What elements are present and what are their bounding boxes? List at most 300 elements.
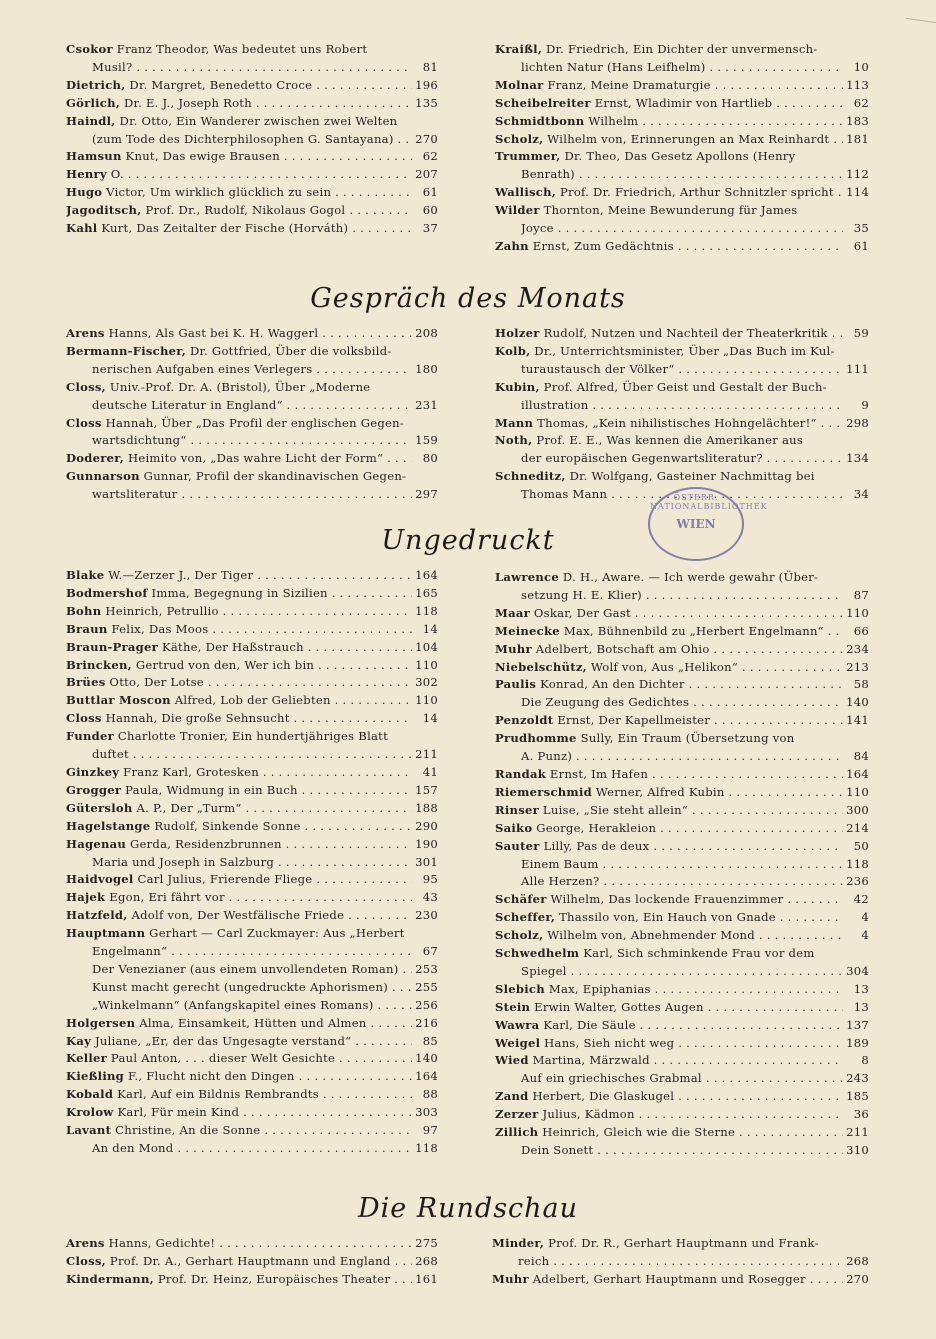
entry-title: Prof. E. E., Was kennen die Amerikaner aus (532, 433, 804, 448)
index-entry (495, 1035, 869, 1053)
entry-title: Prof. Dr. Friedrich, Arthur Schnitzler spricht (556, 185, 834, 200)
author-name: Closs, (66, 1253, 106, 1268)
entry-title: Wilhelm von, Abnehmender Mond (543, 928, 755, 943)
page-number: 234 (846, 641, 869, 656)
author-name: Blake (66, 568, 105, 582)
page-number: 41 (422, 764, 438, 779)
page-number: 67 (422, 944, 438, 959)
author-name: Kobald (66, 1087, 114, 1102)
entry-title: Werner, Alfred Kubin (591, 784, 725, 799)
page-number: 253 (415, 961, 438, 976)
author-name: Schwedhelm (495, 946, 580, 961)
index-entry (495, 1052, 869, 1070)
entry-title: Adelbert, Gerhart Hauptmann und Rosegger (528, 1271, 806, 1286)
index-entry (495, 730, 869, 766)
index-entry (66, 468, 438, 504)
index-entry (66, 818, 438, 836)
author-name: Doderer, (66, 451, 125, 466)
author-name: Hugo (66, 185, 103, 200)
page-number: 34 (853, 487, 869, 502)
index-entry (495, 1124, 869, 1142)
index-entry (66, 202, 438, 220)
page-number: 80 (422, 451, 438, 466)
section-title-ungedruckt: Ungedruckt (381, 525, 555, 556)
page-number: 231 (415, 397, 438, 412)
author-name: Brües (66, 675, 106, 690)
page-number: 61 (422, 185, 438, 200)
entry-title: Dr. Gottfried, Über die volksbild- (186, 343, 392, 358)
author-name: Holzer (495, 326, 540, 340)
page-number: 290 (415, 818, 438, 833)
page-number: 268 (415, 1253, 438, 1268)
index-entry (495, 131, 869, 149)
author-name: Wawra (495, 1017, 540, 1032)
index-entry (66, 800, 438, 818)
page-number: 300 (846, 802, 869, 817)
index-entry (66, 1104, 438, 1122)
entry-title: Wilhelm von, Erinnerungen an Max Reinhardt (543, 131, 830, 146)
entry-title: Hans, Sieh nicht weg (540, 1035, 675, 1050)
index-entry (66, 639, 438, 657)
entry-title-continued: wartsliteratur . . . (92, 486, 412, 504)
index-entry (66, 166, 438, 184)
author-name: Buttlar Moscon (66, 693, 171, 708)
entry-title: Knut, Das ewige Brausen (121, 149, 280, 164)
author-name: Arens (66, 1236, 105, 1250)
index-entry (66, 674, 438, 692)
author-name: Kolb, (495, 343, 531, 358)
section-title-gespraech: Gespräch des Monats (310, 283, 626, 314)
entry-title: Rudolf, Sinkende Sonne (150, 818, 301, 833)
page-number: 140 (846, 695, 869, 710)
author-name: Maar (495, 605, 530, 620)
entry-title: Dr., Unterrichtsminister, Über „Das Buch im Kul- (530, 343, 835, 358)
page-number: 4 (861, 910, 869, 925)
entry-title: Wolf von, Aus „Helikon“ (586, 659, 739, 674)
entry-title: Gerda, Residenzbrunnen (126, 836, 282, 851)
page-number: 230 (415, 908, 438, 923)
index-entry (495, 238, 869, 256)
entry-title: An den Mond (92, 1141, 174, 1155)
page-number: 270 (415, 131, 438, 146)
entry-title-continued: Benrath) . . . (521, 166, 843, 184)
author-name: Scholz, (495, 928, 544, 943)
index-entry (66, 77, 438, 95)
author-name: Paulis (495, 677, 537, 692)
entry-title-continued: A. Punz) . . . (521, 748, 843, 766)
index-entry (495, 1070, 869, 1088)
index-entry (495, 820, 869, 838)
index-entry (495, 856, 869, 874)
index-entry (66, 1050, 438, 1068)
entry-title: Dr. Otto, Ein Wanderer zwischen zwei Welten (115, 113, 398, 128)
index-entry (495, 641, 869, 659)
index-entry (495, 945, 869, 981)
entry-title: Prof. Dr. A., Gerhart Hauptmann und England (105, 1253, 391, 1268)
page-number: 50 (853, 838, 869, 853)
index-entry (66, 113, 438, 149)
entry-title: Auf ein griechisches Grabmal (521, 1071, 702, 1086)
index-entry (66, 1140, 438, 1158)
section-rundschau-right-column (492, 1235, 869, 1289)
page-number: 243 (846, 1071, 869, 1086)
page-number: 81 (422, 59, 438, 74)
entry-title: Heimito von, „Das wahre Licht der Form“ (124, 451, 384, 466)
index-entry (66, 220, 438, 238)
page-number: 62 (853, 95, 869, 110)
index-entry (495, 415, 869, 433)
author-name: Arens (66, 326, 105, 340)
entry-title: Kunst macht gerecht (ungedruckte Aphorismen) (92, 979, 389, 994)
entry-title: Karl, Für mein Kind (113, 1105, 240, 1120)
entry-title: Hanns, Gedichte! (104, 1236, 216, 1250)
author-name: Hauptmann (66, 926, 146, 941)
entry-title-continued: lichten Natur (Hans Leifhelm) . . . (521, 59, 843, 77)
index-entry (495, 113, 869, 131)
page-number: 13 (853, 981, 869, 996)
index-entry (66, 1271, 438, 1289)
index-entry (495, 873, 869, 891)
section-ungedruckt-left-column (66, 567, 438, 1158)
author-name: Niebelschütz, (495, 659, 587, 674)
author-name: Molnar (495, 77, 544, 92)
index-entry (495, 981, 869, 999)
index-entry (495, 676, 869, 694)
author-name: Schäfer (495, 892, 547, 907)
entry-title: Hannah, Die große Sehnsucht (101, 711, 290, 726)
entry-title: Einem Baum (521, 856, 599, 871)
author-name: Trummer, (495, 149, 561, 164)
index-entry (66, 764, 438, 782)
entry-title: Dr. E. J., Joseph Roth (120, 95, 252, 110)
index-entry (495, 148, 869, 184)
index-entry (495, 432, 869, 468)
author-name: Haidvogel (66, 872, 134, 887)
entry-title: Prof. Dr., Rudolf, Nikolaus Gogol (141, 203, 346, 218)
page-number: 60 (422, 203, 438, 218)
author-name: Bodmershof (66, 585, 148, 600)
page-number: 213 (846, 659, 869, 674)
page-number: 42 (853, 892, 869, 907)
author-name: Zand (495, 1089, 529, 1104)
author-name: Muhr (492, 1271, 529, 1286)
author-name: Zerzer (495, 1107, 539, 1122)
index-entry (66, 450, 438, 468)
stamp-ring-text: ÖSTERR. NATIONALBIBLIOTHEK (650, 493, 768, 511)
author-name: Hagenau (66, 836, 127, 851)
author-name: Stein (495, 999, 531, 1014)
page-number: 13 (853, 999, 869, 1014)
page-number: 141 (846, 713, 869, 728)
entry-title-continued: wartsdichtung“ . . . (92, 432, 412, 450)
page-number: 59 (853, 326, 869, 340)
entry-title-continued: Spiegel . . . (521, 963, 843, 981)
section-rundschau-left-column (66, 1235, 438, 1289)
entry-title: Dr. Friedrich, Ein Dichter der unvermensch- (542, 42, 818, 56)
entry-title: Paula, Widmung in ein Buch (121, 782, 298, 797)
entry-title-continued: deutsche Literatur in England“ . . . (92, 397, 412, 415)
author-name: Prudhomme (495, 731, 577, 746)
page-number: 275 (415, 1236, 438, 1250)
page-number: 164 (415, 568, 438, 582)
author-name: Funder (66, 729, 114, 744)
index-entry (66, 657, 438, 675)
index-entry (66, 1235, 438, 1253)
index-entry (66, 184, 438, 202)
page-number: 214 (846, 820, 869, 835)
entry-title: Maria und Joseph in Salzburg (92, 854, 275, 869)
page-number: 58 (853, 677, 869, 692)
author-name: Mann (495, 415, 534, 430)
page-number: 84 (853, 749, 869, 764)
section-authors-right-column (495, 41, 869, 256)
entry-title: Thornton, Meine Bewunderung für James (539, 203, 798, 218)
entry-title: Imma, Begegnung in Sizilien (147, 585, 328, 600)
entry-title: Dr. Wolfgang, Gasteiner Nachmittag bei (565, 469, 815, 484)
page-number: 301 (415, 854, 438, 869)
entry-title: Thassilo von, Ein Hauch von Gnade (555, 910, 776, 925)
author-name: Scholz, (495, 131, 544, 146)
entry-title: Martina, Märzwald (528, 1053, 650, 1068)
index-entry (495, 1106, 869, 1124)
page-number: 165 (415, 585, 438, 600)
author-name: Scheffer, (495, 910, 556, 925)
page-number: 112 (846, 167, 869, 182)
author-name: Closs, (66, 379, 106, 394)
author-name: Muhr (495, 641, 532, 656)
index-entry (495, 77, 869, 95)
page-number: 87 (853, 587, 869, 602)
entry-title: Christine, An die Sonne (111, 1123, 261, 1138)
index-entry (66, 95, 438, 113)
page-number: 43 (422, 890, 438, 905)
entry-title: Hanns, Als Gast bei K. H. Waggerl (104, 326, 319, 340)
entry-title: Alfred, Lob der Geliebten (170, 693, 331, 708)
page-number: 161 (415, 1271, 438, 1286)
index-entry (66, 41, 438, 77)
index-entry (495, 623, 869, 641)
page-number: 256 (415, 997, 438, 1012)
index-entry (492, 1235, 869, 1271)
entry-title: Franz, Meine Dramaturgie (543, 77, 711, 92)
entry-title: Die Zeugung des Gedichtes (521, 695, 690, 710)
index-entry (495, 659, 869, 677)
author-name: Wied (495, 1053, 529, 1068)
entry-title: Franz Theodor, Was bedeutet uns Robert (112, 42, 368, 56)
index-entry (66, 710, 438, 728)
page-number: 157 (415, 782, 438, 797)
entry-title: Adolf von, Der Westfälische Friede (127, 908, 345, 923)
entry-title-continued: setzung H. E. Klier) . . . (521, 587, 843, 605)
index-entry (66, 567, 438, 585)
page-number: 4 (861, 928, 869, 943)
entry-title: Karl, Die Säule (539, 1017, 636, 1032)
index-entry (495, 379, 869, 415)
author-name: Schmidtbonn (495, 113, 585, 128)
author-name: Wilder (495, 203, 540, 218)
entry-title: Paul Anton, . . . dieser Welt Gesichte (107, 1051, 336, 1066)
page-number: 110 (846, 784, 869, 799)
entry-title-continued: turaustausch der Völker“ . . . (521, 361, 843, 379)
page-number: 180 (415, 361, 438, 376)
entry-title: Dr. Margret, Benedetto Croce (125, 77, 313, 92)
author-name: Csokor (66, 42, 113, 56)
index-entry (495, 694, 869, 712)
author-name: Braun (66, 621, 108, 636)
author-name: Brincken, (66, 657, 132, 672)
author-name: Hatzfeld, (66, 908, 128, 923)
entry-title: Ernst, Der Kapellmeister (553, 713, 711, 728)
page-number: 268 (846, 1253, 869, 1268)
page-number: 310 (846, 1143, 869, 1157)
page-number: 189 (846, 1035, 869, 1050)
entry-title-continued: der europäischen Gegenwartsliteratur? . . . (521, 450, 843, 468)
entry-title: Heinrich, Petrullio (101, 603, 219, 618)
index-entry (66, 1122, 438, 1140)
index-entry (66, 782, 438, 800)
index-entry (66, 1086, 438, 1104)
entry-title: Alle Herzen? (521, 874, 600, 889)
index-entry (66, 997, 438, 1015)
entry-title-continued: illustration . . . (521, 397, 843, 415)
entry-title: W.—Zerzer J., Der Tiger (104, 568, 254, 582)
entry-title: Julius, Kädmon (538, 1107, 635, 1122)
author-name: Wallisch, (495, 185, 557, 200)
index-entry (495, 838, 869, 856)
page-number: 135 (415, 95, 438, 110)
entry-title: Konrad, An den Dichter (536, 677, 685, 692)
index-entry (66, 961, 438, 979)
author-name: Hamsun (66, 149, 122, 164)
page-number: 159 (415, 433, 438, 448)
entry-title: Erwin Walter, Gottes Augen (530, 999, 704, 1014)
index-entry (66, 148, 438, 166)
page-number: 211 (846, 1125, 869, 1140)
page-number: 137 (846, 1017, 869, 1032)
entry-title: Hannah, Über „Das Profil der englischen Gegen- (101, 415, 405, 430)
entry-title: Adelbert, Botschaft am Ohio (531, 641, 710, 656)
page-number: 118 (415, 1141, 438, 1155)
page-number: 298 (846, 415, 869, 430)
index-entry (495, 184, 869, 202)
page-number: 118 (415, 603, 438, 618)
index-entry (66, 1033, 438, 1051)
entry-title-continued: Engelmann“ . . . (92, 943, 412, 961)
page-number: 36 (853, 1107, 869, 1122)
author-name: Saiko (495, 820, 533, 835)
entry-title: Karl, Auf ein Bildnis Rembrandts (113, 1087, 319, 1102)
entry-title: Univ.-Prof. Dr. A. (Bristol), Über „Moderne (105, 379, 371, 394)
page-number: 113 (846, 77, 869, 92)
index-entry (495, 202, 869, 238)
index-entry (495, 41, 869, 77)
page-number: 134 (846, 451, 869, 466)
author-name: Rinser (495, 802, 539, 817)
page-number: 97 (422, 1123, 438, 1138)
page-number: 185 (846, 1089, 869, 1104)
page-number: 10 (853, 59, 869, 74)
page-number: 207 (415, 167, 438, 182)
page-number: 114 (846, 185, 869, 200)
author-name: Holgersen (66, 1015, 136, 1030)
index-entry (495, 1088, 869, 1106)
section-gespraech-left-column (66, 325, 438, 504)
index-entry (495, 784, 869, 802)
index-entry (66, 621, 438, 639)
page-number: 208 (415, 326, 438, 340)
page-number: 183 (846, 113, 869, 128)
entry-title: D. H., Aware. — Ich werde gewahr (Über- (559, 570, 819, 584)
entry-title: Egon, Eri fährt vor (105, 890, 225, 905)
index-entry (66, 925, 438, 961)
entry-title: Prof. Alfred, Über Geist und Gestalt der Buch- (539, 379, 827, 394)
entry-title: Max, Epiphanias (544, 981, 651, 996)
entry-title-continued: Joyce . . . (521, 220, 843, 238)
author-name: Schneditz, (495, 469, 566, 484)
entry-title: Dr. Theo, Das Gesetz Apollons (Henry (560, 149, 796, 164)
author-name: Zahn (495, 238, 529, 253)
entry-title: Otto, Der Lotse (105, 675, 204, 690)
entry-title: O. (106, 167, 124, 182)
entry-title: Ernst, Im Hafen (546, 766, 649, 781)
entry-title: Luise, „Sie steht allein“ (538, 802, 689, 817)
entry-title: Charlotte Tronier, Ein hundertjähriges Blatt (113, 729, 389, 744)
index-entry (495, 605, 869, 623)
author-name: Lawrence (495, 570, 559, 584)
author-name: Braun-Prager (66, 639, 159, 654)
page-number: 196 (415, 77, 438, 92)
index-entry (66, 1068, 438, 1086)
author-name: Slebich (495, 981, 545, 996)
author-name: Noth, (495, 433, 533, 448)
author-name: Bohn (66, 603, 102, 618)
entry-title: Ernst, Wladimir von Hartlieb (590, 95, 773, 110)
author-name: Kahl (66, 221, 98, 236)
index-entry (495, 891, 869, 909)
entry-title: Ernst, Zum Gedächtnis (528, 238, 674, 253)
entry-title: Alma, Einsamkeit, Hütten und Almen (135, 1015, 367, 1030)
author-name: Jagoditsch, (66, 203, 142, 218)
author-name: Bermann-Fischer, (66, 343, 187, 358)
page-number: 35 (853, 221, 869, 236)
page-number: 37 (422, 221, 438, 236)
index-entry (495, 1017, 869, 1035)
index-entry (66, 325, 438, 343)
page-number: 66 (853, 623, 869, 638)
index-entry (66, 907, 438, 925)
stamp-center-text: WIEN (676, 517, 716, 531)
page-number: 9 (861, 397, 869, 412)
page-number: 62 (422, 149, 438, 164)
page-number: 110 (415, 657, 438, 672)
page-number: 236 (846, 874, 869, 889)
author-name: Closs (66, 711, 102, 726)
author-name: Randak (495, 766, 546, 781)
index-entry (66, 889, 438, 907)
page-number: 110 (846, 605, 869, 620)
entry-title-continued: (zum Tode des Dichterphilosophen G. Santayana) . . . (92, 131, 412, 149)
index-entry (66, 585, 438, 603)
entry-title: Carl Julius, Frierende Fliege (133, 872, 313, 887)
entry-title: „Winkelmann“ (Anfangskapitel eines Romans) (92, 997, 374, 1012)
index-entry (495, 909, 869, 927)
author-name: Keller (66, 1051, 107, 1066)
entry-title: Käthe, Der Haßstrauch (158, 639, 304, 654)
entry-title: George, Herakleion (532, 820, 657, 835)
index-entry (66, 871, 438, 889)
entry-title: Heinrich, Gleich wie die Sterne (538, 1125, 736, 1140)
entry-title: Lilly, Pas de deux (539, 838, 650, 853)
